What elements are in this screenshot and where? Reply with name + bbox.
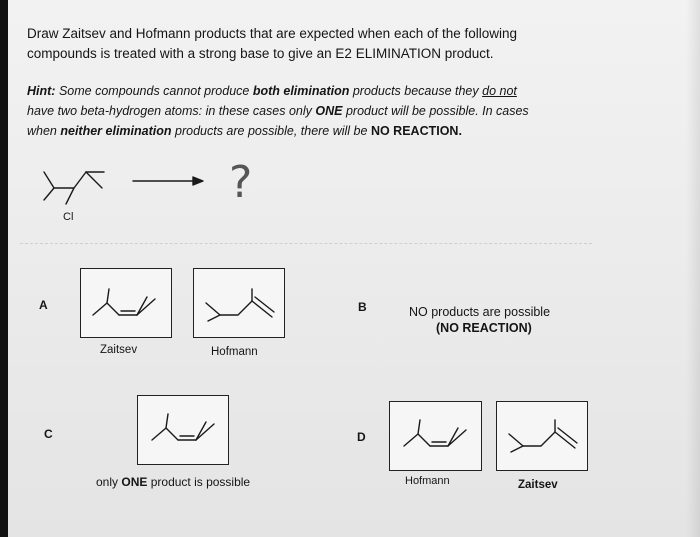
option-a-zaitsev-box[interactable] <box>80 268 172 338</box>
bond-skeleton <box>196 422 206 440</box>
hint-text: when <box>27 124 57 138</box>
unknown-product-mark: ? <box>229 157 253 208</box>
option-d-left-caption: Hofmann <box>405 475 450 487</box>
caption-text: product is possible <box>150 475 251 489</box>
hofmann-alkene-structure <box>400 418 472 454</box>
bond-skeleton <box>206 303 220 321</box>
caption-text: only <box>96 475 119 489</box>
option-c-letter[interactable]: C <box>44 427 53 441</box>
bond-skeleton <box>448 428 458 446</box>
question-line-1 <box>27 25 517 43</box>
reaction-arrow <box>133 175 208 187</box>
section-divider <box>20 243 592 244</box>
caption-emphasis: ONE <box>121 475 148 489</box>
bond-skeleton <box>220 301 252 315</box>
hint-underlined: do not <box>482 84 517 98</box>
option-a-right-caption: Hofmann <box>211 346 258 358</box>
hint-emphasis: neither elimination <box>60 124 172 138</box>
bond-skeleton <box>107 289 109 303</box>
bond-skeleton <box>137 297 147 315</box>
option-a-letter[interactable]: A <box>39 298 48 312</box>
option-a-hofmann-box[interactable] <box>193 268 285 338</box>
hint-emphasis: NO REACTION. <box>370 124 462 138</box>
option-d-letter[interactable]: D <box>357 430 366 444</box>
zaitsev-alkene-structure <box>89 287 165 323</box>
bond-skeleton <box>523 432 555 446</box>
option-d-zaitsev-box[interactable] <box>496 401 588 471</box>
hint-text: product will be possible. In cases <box>345 104 529 118</box>
bond-skeleton <box>404 434 430 446</box>
hint-emphasis: ONE <box>315 104 343 118</box>
hint-label: Hint: <box>27 84 56 98</box>
starting-alkyl-chloride <box>36 160 136 220</box>
bond-skeleton <box>54 172 86 188</box>
single-alkene-structure <box>148 412 220 448</box>
bond-skeleton <box>448 430 466 446</box>
hint-text: products because they <box>352 84 479 98</box>
double-bond-second-line <box>558 428 577 443</box>
bond-skeleton <box>418 420 420 434</box>
option-d-right-caption: Zaitsev <box>518 479 558 491</box>
bond-skeleton <box>196 424 214 440</box>
arrow-head <box>193 177 203 185</box>
hint-line-2 <box>27 103 529 120</box>
question-text-1: Draw Zaitsev and Hofmann products that are expected when each of the following <box>27 26 518 41</box>
bond-to-cl <box>66 188 74 204</box>
chlorine-label: Cl <box>63 211 74 223</box>
option-b-line-2: (NO REACTION) <box>436 321 532 335</box>
bond-skeleton <box>166 414 168 428</box>
question-text-2: compounds is treated with a strong base to give an E2 ELIMINATION product. <box>27 46 494 61</box>
bond-skeleton <box>93 303 119 315</box>
option-c-product-box[interactable] <box>137 395 229 465</box>
page-edge-shadow <box>686 0 700 537</box>
bond-skeleton <box>152 428 178 440</box>
bond-skeleton <box>86 172 102 188</box>
hint-text: products are possible, there will be <box>175 124 368 138</box>
hint-text: have two beta-hydrogen atoms: in these cases only <box>27 104 312 118</box>
hofmann-alkene-structure <box>202 287 278 323</box>
bond-skeleton <box>509 434 523 452</box>
bond-skeleton <box>137 299 155 315</box>
option-d-hofmann-box[interactable] <box>389 401 482 471</box>
option-c-caption <box>96 475 250 489</box>
hint-line-1 <box>27 83 517 100</box>
question-line-2 <box>27 45 493 63</box>
option-b-line-1: NO products are possible <box>409 305 551 319</box>
hint-text: Some compounds cannot produce <box>58 84 250 98</box>
hint-line-3 <box>27 123 462 140</box>
hint-emphasis: both elimination <box>252 84 350 98</box>
double-bond-second-line <box>255 297 274 312</box>
zaitsev-alkene-structure <box>505 418 581 454</box>
option-b-letter[interactable]: B <box>358 300 367 314</box>
option-a-left-caption: Zaitsev <box>100 344 138 356</box>
bond-skeleton <box>44 172 54 200</box>
